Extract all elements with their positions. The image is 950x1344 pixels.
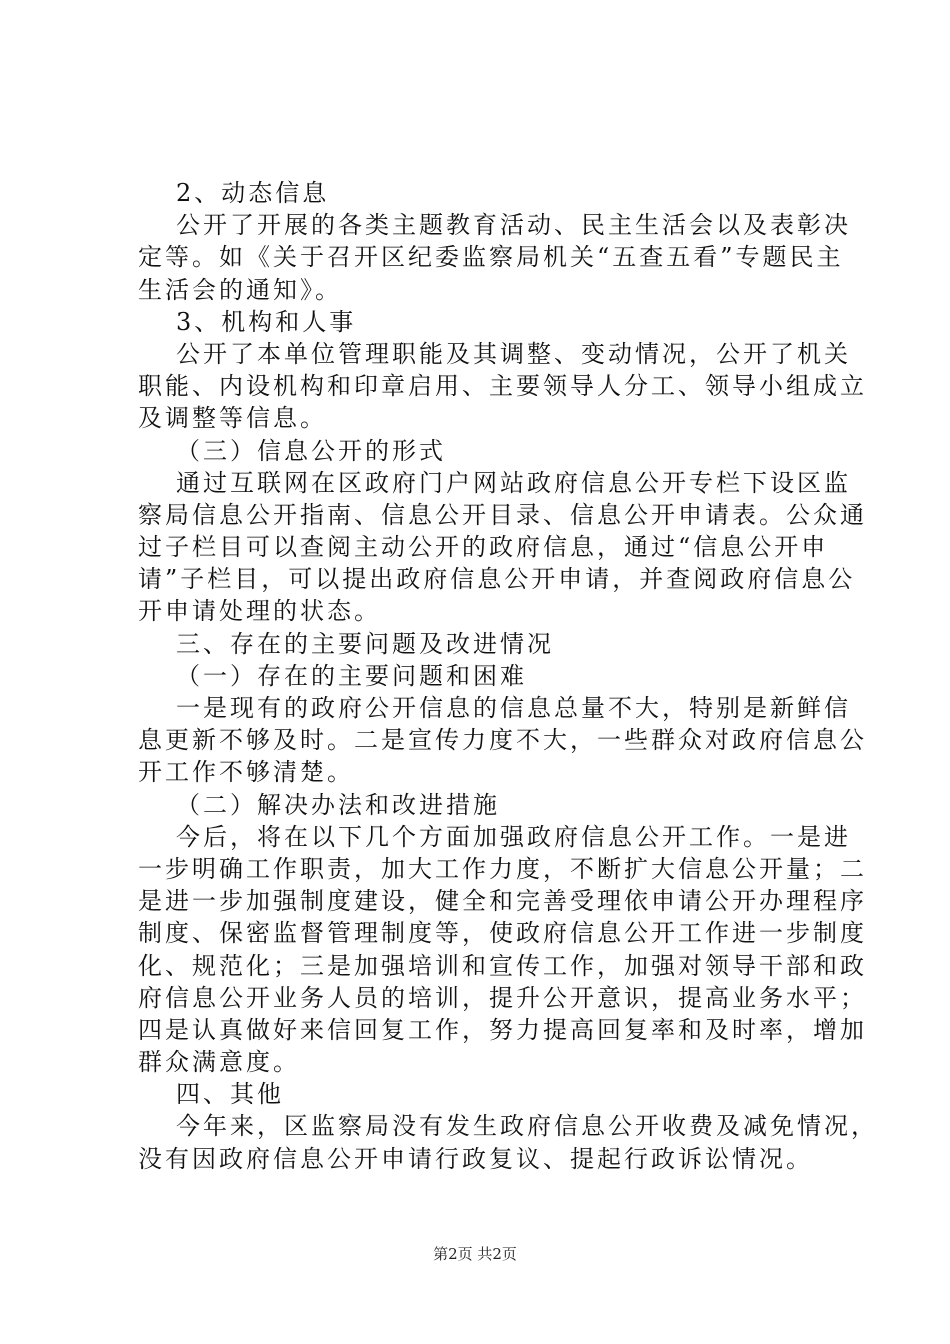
- text-line: 公开了开展的各类主题教育活动、民主生活会以及表彰决: [176, 211, 851, 240]
- document-body: [138, 177, 878, 1175]
- text-line: 请”子栏目，可以提出政府信息公开申请，并查阅政府信息公: [138, 565, 856, 594]
- text-line: 息更新不够及时。二是宣传力度不大，一些群众对政府信息公: [138, 726, 867, 755]
- text-line: 化、规范化；三是加强培训和宣传工作，加强对领导干部和政: [138, 951, 867, 980]
- text-line: 察局信息公开指南、信息公开目录、信息公开申请表。公众通: [138, 500, 867, 529]
- text-line: 一步明确工作职责，加大工作力度，不断扩大信息公开量；二: [138, 854, 867, 883]
- text-line: 2、动态信息: [176, 179, 330, 207]
- text-line: 开申请处理的状态。: [138, 597, 381, 626]
- text-line: 今年来，区监察局没有发生政府信息公开收费及减免情况，: [176, 1112, 878, 1141]
- text-line: 四、其他: [176, 1080, 284, 1109]
- page-footer: 第2页 共2页: [433, 1245, 517, 1263]
- text-line: 定等。如《关于召开区纪委监察局机关“五查五看”专题民主: [138, 243, 844, 272]
- text-line: 没有因政府信息公开申请行政复议、提起行政诉讼情况。: [138, 1144, 813, 1173]
- text-line: 过子栏目可以查阅主动公开的政府信息，通过“信息公开申: [138, 533, 829, 562]
- text-line: 公开了本单位管理职能及其调整、变动情况，公开了机关: [176, 339, 851, 368]
- text-line: （一）存在的主要问题和困难: [176, 661, 527, 690]
- text-line: 一是现有的政府公开信息的信息总量不大，特别是新鲜信: [176, 694, 851, 722]
- text-line: 生活会的通知》。: [138, 275, 342, 304]
- text-line: （二）解决办法和改进措施: [176, 790, 500, 819]
- text-line: 3、机构和人事: [176, 307, 357, 336]
- text-line: 三、存在的主要问题及改进情况: [176, 629, 554, 658]
- text-line: 府信息公开业务人员的培训，提升公开意识，提高业务水平；: [138, 983, 867, 1012]
- text-line: 职能、内设机构和印章启用、主要领导人分工、领导小组成立: [138, 372, 867, 401]
- text-line: 通过互联网在区政府门户网站政府信息公开专栏下设区监: [176, 468, 851, 497]
- text-line: 四是认真做好来信回复工作，努力提高回复率和及时率，增加: [138, 1015, 867, 1044]
- text-line: （三）信息公开的形式: [176, 436, 446, 465]
- text-line: 开工作不够清楚。: [138, 758, 354, 787]
- text-line: 群众满意度。: [138, 1048, 300, 1077]
- text-line: 制度、保密监督管理制度等，使政府信息公开工作进一步制度: [138, 919, 867, 948]
- text-line: 及调整等信息。: [138, 404, 327, 433]
- text-line: 今后，将在以下几个方面加强政府信息公开工作。一是进: [176, 822, 851, 851]
- text-line: 是进一步加强制度建设，健全和完善受理依申请公开办理程序: [138, 887, 867, 916]
